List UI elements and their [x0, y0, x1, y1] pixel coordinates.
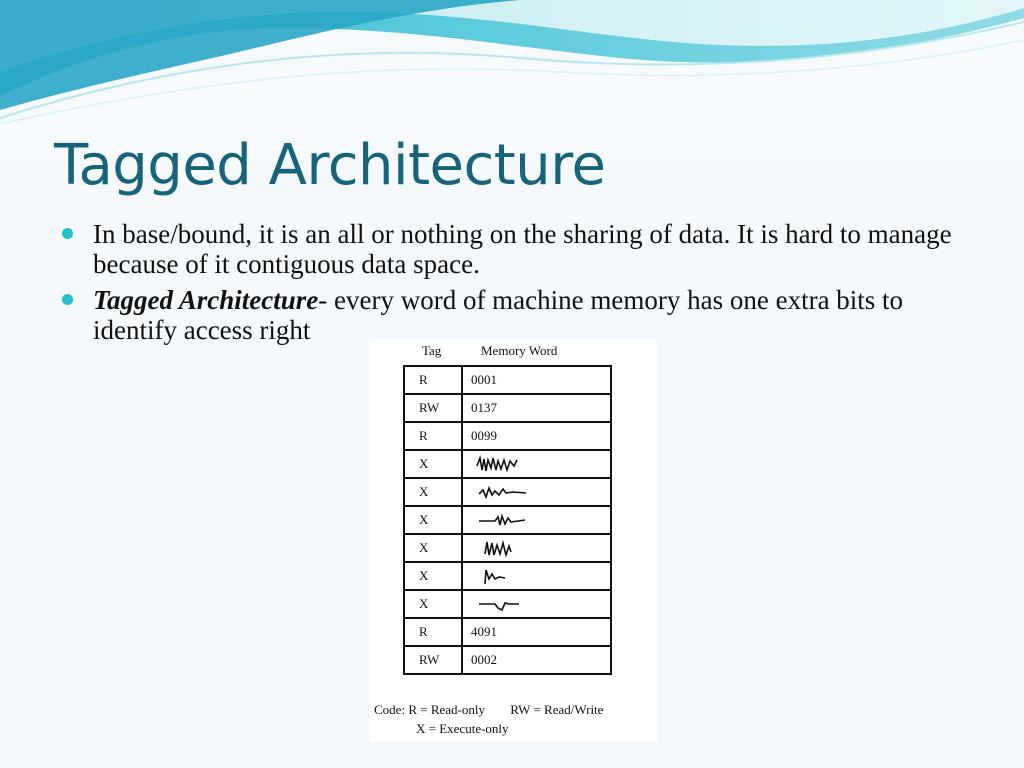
- table-row: [404, 534, 611, 562]
- table-row: [404, 506, 611, 534]
- decorative-wave-header: [0, 0, 1024, 125]
- tag-cell: R: [404, 366, 462, 394]
- table-row: [404, 366, 611, 394]
- code-prefix: Code:: [374, 702, 406, 717]
- tag-column-header: Tag: [422, 343, 442, 358]
- instruction-scribble-cell: [462, 534, 611, 562]
- bullet-emphasis: Tagged Architecture: [93, 285, 319, 315]
- bullet-text: - every word of machine memory has one extra bits to identify access right: [93, 285, 904, 345]
- bullet-icon: [62, 294, 73, 305]
- memory-table: [403, 365, 612, 675]
- word-cell: 4091: [462, 618, 611, 646]
- bullet-item-base-bound: [62, 219, 962, 279]
- word-cell: 0099: [462, 422, 611, 450]
- instruction-scribble-icon: [471, 508, 533, 532]
- word-cell: 0002: [462, 646, 611, 674]
- instruction-scribble-icon: [471, 564, 533, 588]
- instruction-scribble-icon: [471, 480, 533, 504]
- code-read-write: RW = Read/Write: [510, 702, 604, 717]
- instruction-scribble-cell: [462, 562, 611, 590]
- table-row: [404, 422, 611, 450]
- tag-cell: X: [404, 562, 462, 590]
- code-legend-line: [374, 702, 603, 718]
- tag-cell: RW: [404, 394, 462, 422]
- table-row: [404, 590, 611, 618]
- word-cell: 0001: [462, 366, 611, 394]
- tag-cell: RW: [404, 646, 462, 674]
- bullet-item-tagged-architecture: [62, 285, 962, 345]
- tag-cell: R: [404, 422, 462, 450]
- code-execute-only: X = Execute-only: [416, 721, 509, 736]
- table-row: [404, 478, 611, 506]
- memory-word-column-header: Memory Word: [481, 343, 558, 358]
- tag-cell: X: [404, 450, 462, 478]
- instruction-scribble-cell: [462, 478, 611, 506]
- instruction-scribble-cell: [462, 506, 611, 534]
- instruction-scribble-icon: [471, 452, 533, 476]
- tag-cell: X: [404, 478, 462, 506]
- tag-cell: X: [404, 534, 462, 562]
- bullet-text: In base/bound, it is an all or nothing on the sharing of data. It is hard to manage because of it contiguous data space.: [93, 219, 952, 279]
- code-read-only: R = Read-only: [408, 702, 485, 717]
- table-row: [404, 646, 611, 674]
- tag-cell: R: [404, 618, 462, 646]
- bullet-list: [62, 219, 962, 351]
- instruction-scribble-icon: [471, 592, 533, 616]
- tag-cell: X: [404, 506, 462, 534]
- instruction-scribble-cell: [462, 590, 611, 618]
- tagged-memory-figure: [369, 340, 657, 742]
- table-row: [404, 562, 611, 590]
- table-row: [404, 618, 611, 646]
- instruction-scribble-cell: [462, 450, 611, 478]
- bullet-icon: [62, 228, 73, 239]
- instruction-scribble-icon: [471, 536, 533, 560]
- word-cell: 0137: [462, 394, 611, 422]
- table-row: [404, 450, 611, 478]
- table-row: [404, 394, 611, 422]
- tag-cell: X: [404, 590, 462, 618]
- slide-title: Tagged Architecture: [54, 133, 606, 198]
